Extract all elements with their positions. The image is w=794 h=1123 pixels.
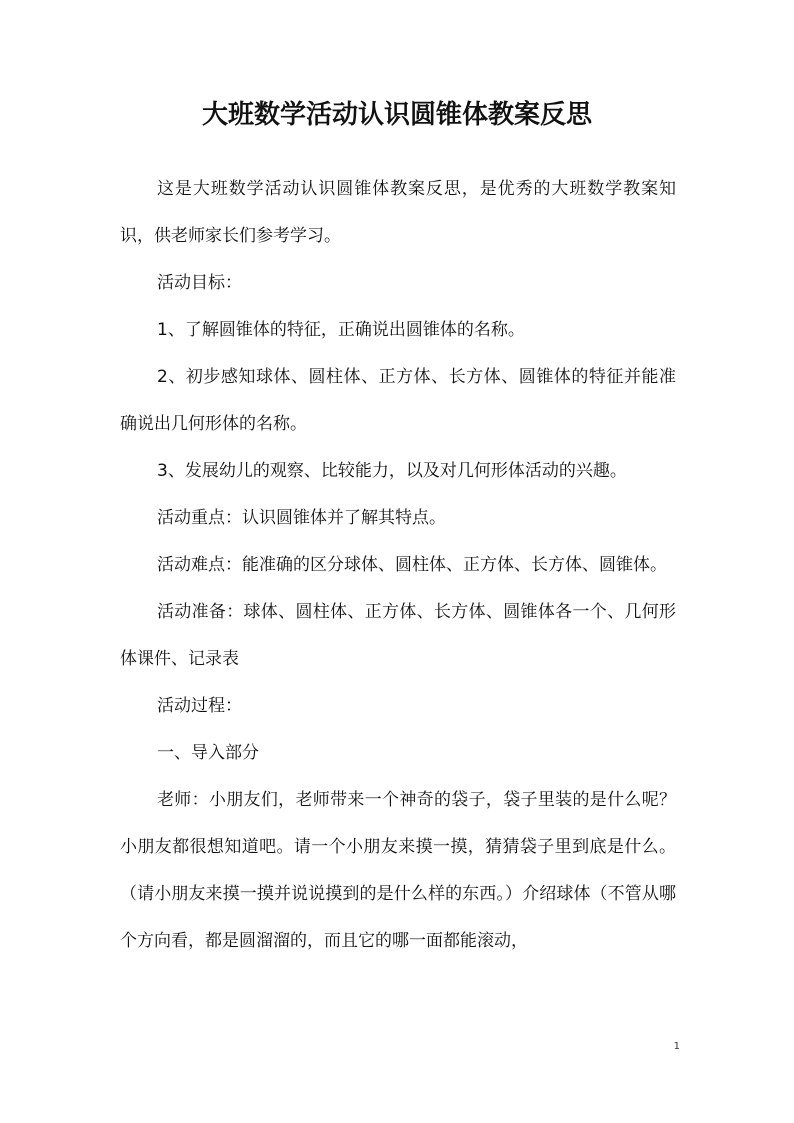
paragraph-intro: 这是大班数学活动认识圆锥体教案反思，是优秀的大班数学教案知识，供老师家长们参考学习。	[120, 179, 676, 246]
paragraph-process-heading: 活动过程：	[157, 696, 242, 716]
paragraph-teacher-dialogue: 老师：小朋友们，老师带来一个神奇的袋子，袋子里装的是什么呢？小朋友都很想知道吧。请一个小朋友来摸一摸，猜猜袋子里到底是什么。（请小朋友来摸一摸并说说摸到的是什么样的东西。）介绍球体（不管从哪个方向看，都是圆溜溜的，而且它的哪一面都能滚动，	[120, 790, 676, 951]
paragraph-goals-heading: 活动目标：	[157, 273, 242, 293]
paragraph-goal-3: 3、发展幼儿的观察、比较能力，以及对几何形体活动的兴趣。	[157, 461, 627, 481]
paragraph-preparation: 活动准备：球体、圆柱体、正方体、长方体、圆锥体各一个、几何形体课件、记录表	[120, 602, 676, 669]
paragraph-goal-1: 1、了解圆锥体的特征，正确说出圆锥体的名称。	[157, 320, 525, 340]
page-title: 大班数学活动认识圆锥体教案反思	[201, 100, 592, 130]
document-body	[120, 166, 676, 965]
paragraph-key-point: 活动重点：认识圆锥体并了解其特点。	[157, 508, 446, 528]
page-number: 1	[673, 1041, 680, 1052]
paragraph-section-1-heading: 一、导入部分	[157, 743, 259, 763]
paragraph-goal-2: 2、初步感知球体、圆柱体、正方体、长方体、圆锥体的特征并能准确说出几何形体的名称。	[120, 367, 676, 434]
paragraph-difficulty: 活动难点：能准确的区分球体、圆柱体、正方体、长方体、圆锥体。	[157, 555, 667, 575]
